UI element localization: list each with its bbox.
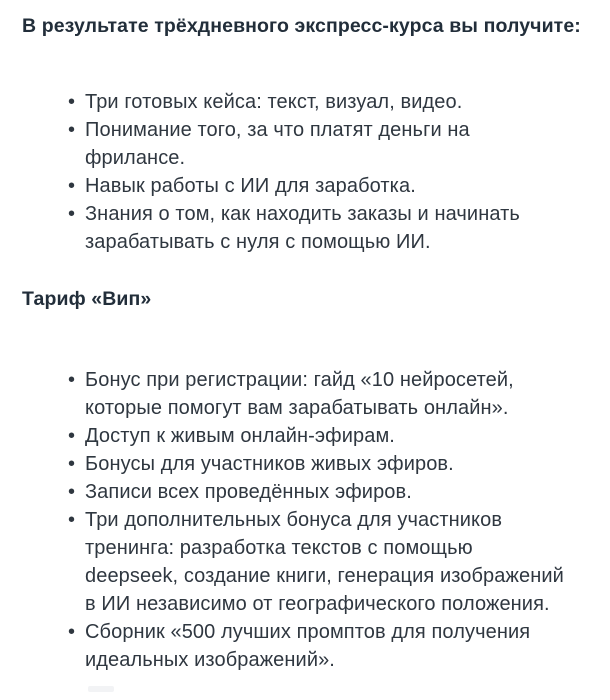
- list-item: • Бонусы для участников живых эфиров.: [85, 450, 569, 478]
- tariff-vip-list: [22, 366, 610, 674]
- list-item: • Три готовых кейса: текст, визуал, видео.: [85, 88, 569, 116]
- list-item: • Понимание того, за что платят деньги на фрилансе.: [85, 116, 569, 172]
- clipped-element-fragment: [88, 686, 114, 692]
- section-heading-tariff-vip: Тариф «Вип»: [22, 288, 152, 310]
- section-heading-course-results: В результате трёхдневного экспресс-курса вы получите:: [22, 15, 581, 37]
- list-item: • Сборник «500 лучших промптов для получения идеальных изображений».: [85, 618, 569, 674]
- list-item: • Доступ к живым онлайн-эфирам.: [85, 422, 569, 450]
- list-item: • Навык работы с ИИ для заработка.: [85, 172, 569, 200]
- list-item: • Знания о том, как находить заказы и начинать зарабатывать с нуля с помощью ИИ.: [85, 200, 569, 256]
- list-item: • Три дополнительных бонуса для участников тренинга: разработка текстов с помощью deepseek, создание книги, генерация изображений в ИИ независимо от географического положения.: [85, 506, 569, 618]
- list-item: • Бонус при регистрации: гайд «10 нейросетей, которые помогут вам зарабатывать онлайн».: [85, 366, 569, 422]
- list-item: • Записи всех проведённых эфиров.: [85, 478, 569, 506]
- course-results-list: [22, 88, 610, 256]
